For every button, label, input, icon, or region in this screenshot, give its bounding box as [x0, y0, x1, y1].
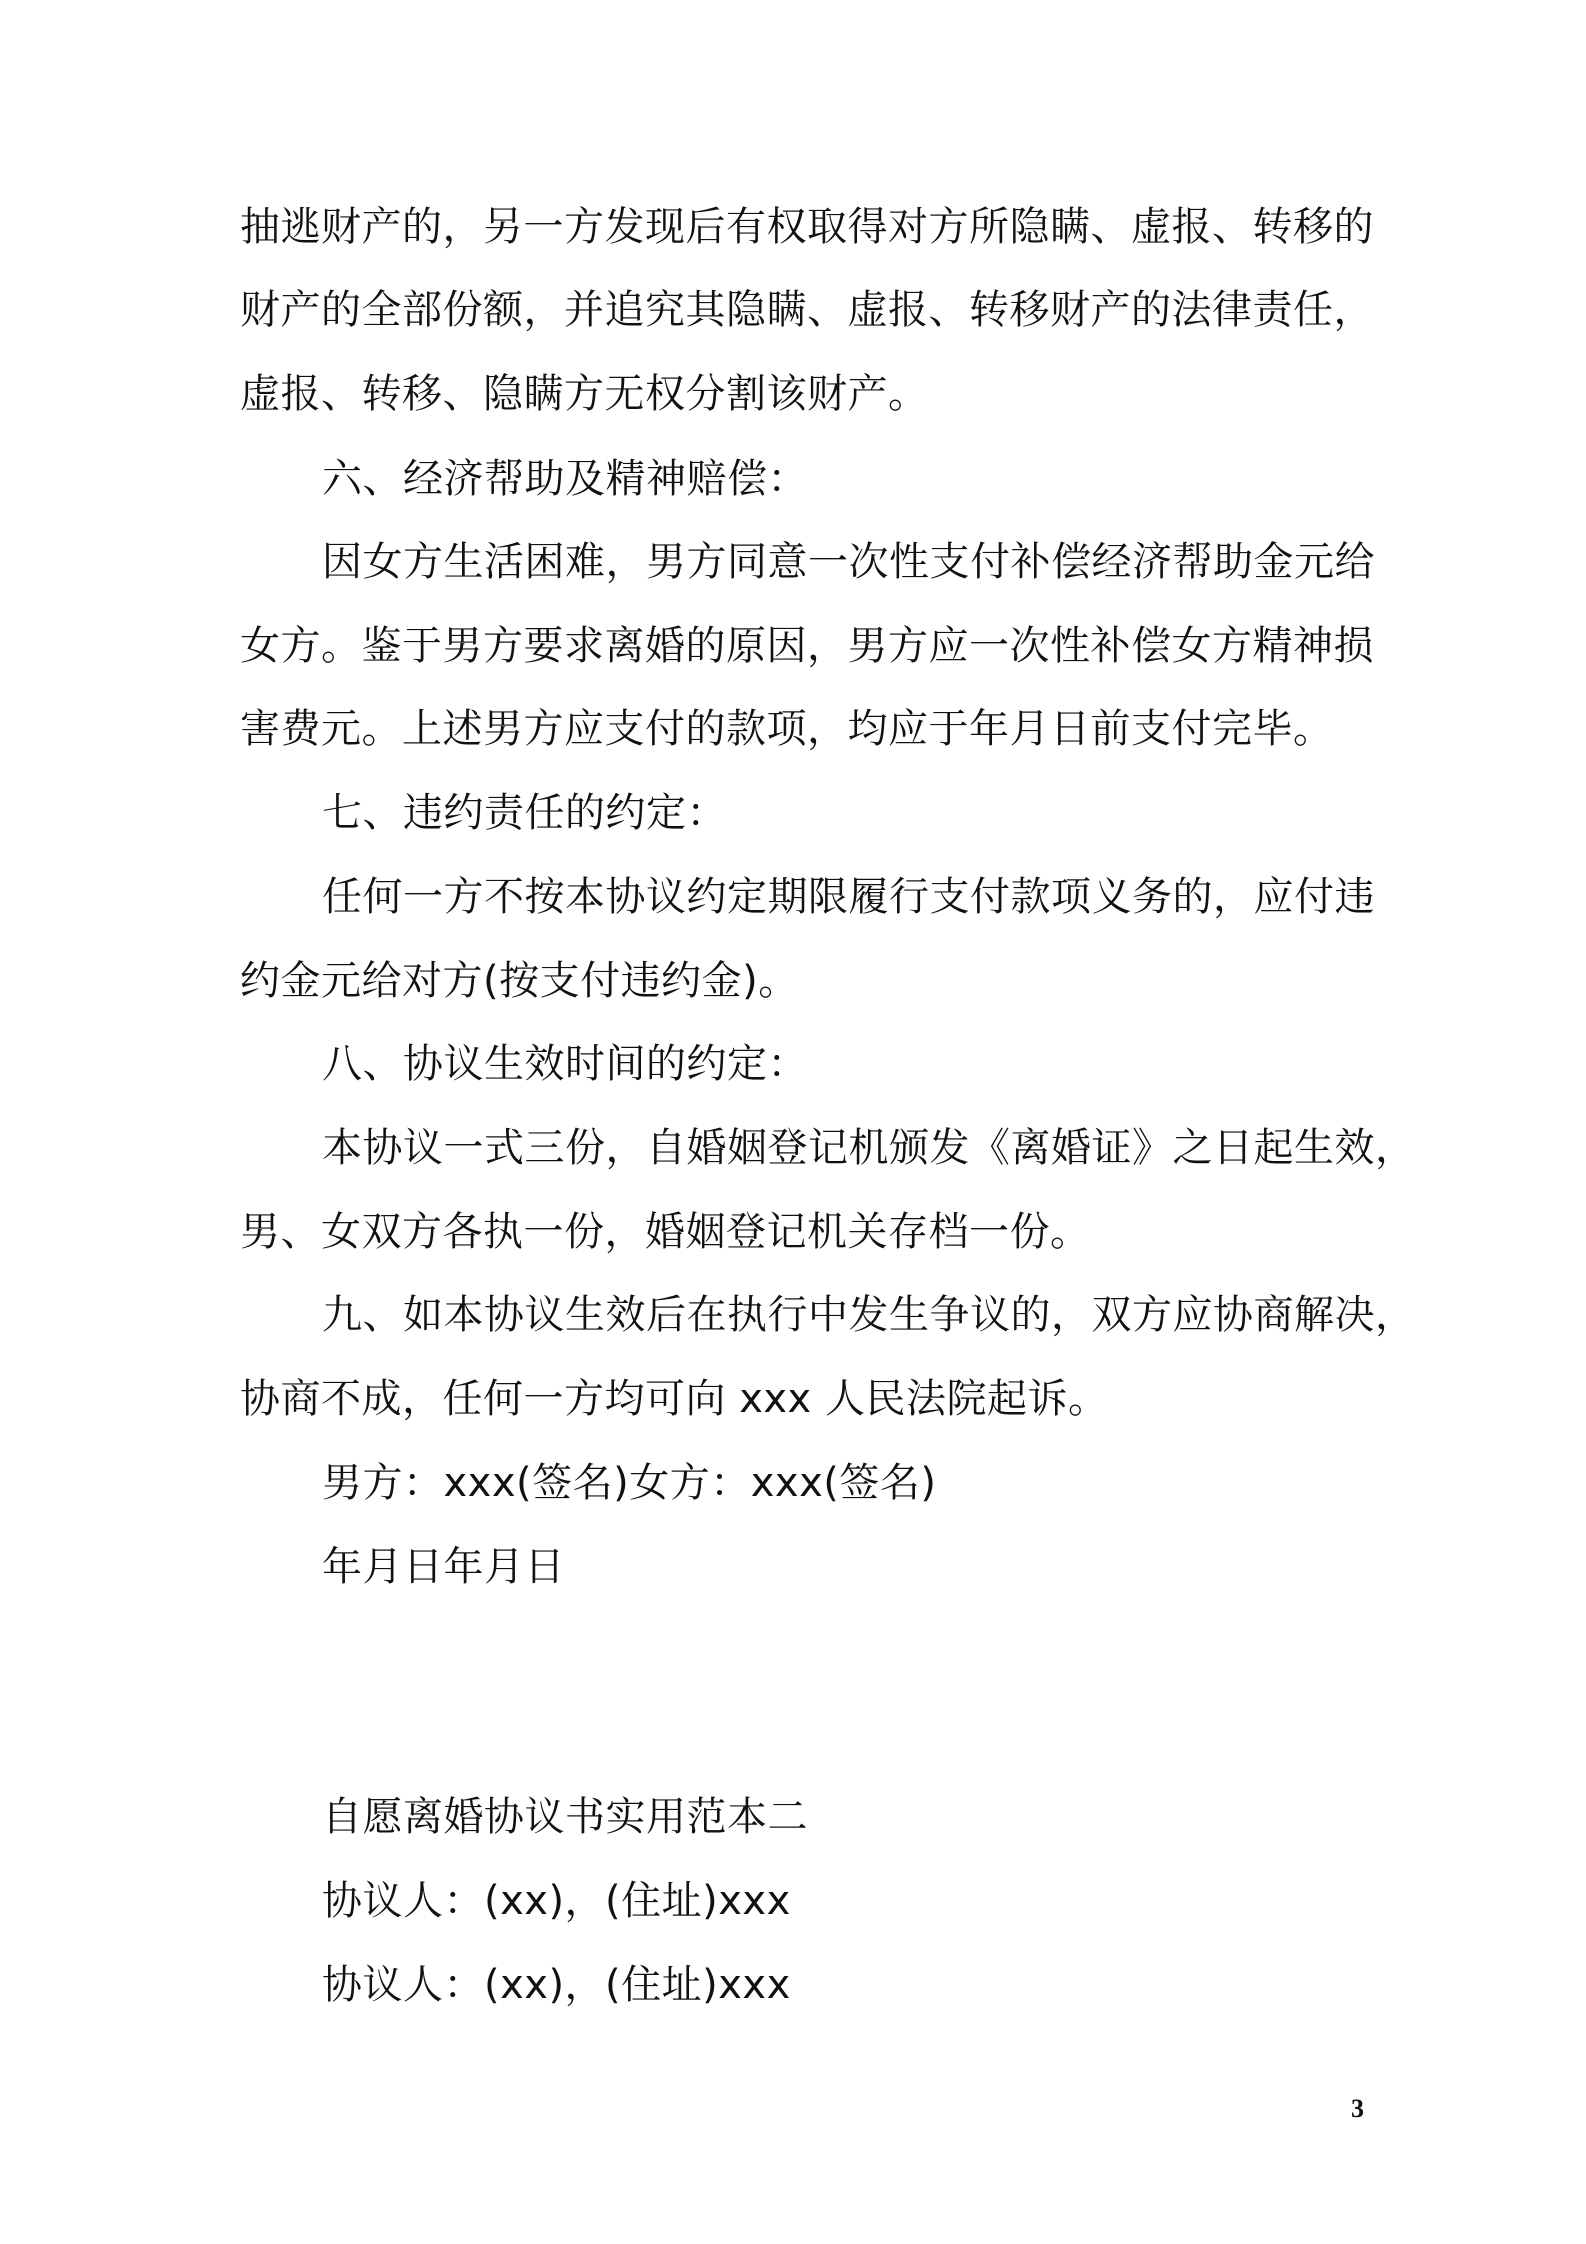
body-line: 害费元。上述男方应支付的款项，均应于年月日前支付完毕。 [240, 706, 1334, 752]
section-heading-7: 七、违约责任的约定： [322, 790, 727, 836]
body-line: 财产的全部份额，并追究其隐瞒、虚报、转移财产的法律责任， [240, 287, 1374, 333]
body-line: 九、如本协议生效后在执行中发生争议的，双方应协商解决， [322, 1292, 1416, 1338]
body-line: 抽逃财产的，另一方发现后有权取得对方所隐瞒、虚报、转移的 [240, 204, 1374, 250]
body-line: 任何一方不按本协议约定期限履行支付款项义务的，应付违 [322, 874, 1375, 920]
section-heading-6: 六、经济帮助及精神赔偿： [322, 456, 808, 502]
page-number: 3 [1351, 2094, 1364, 2123]
date-line: 年月日年月日 [322, 1544, 565, 1590]
party-line: 协议人：(xx)，(住址)xxx [322, 1962, 791, 2008]
section-title: 自愿离婚协议书实用范本二 [322, 1794, 808, 1840]
body-line: 因女方生活困难，男方同意一次性支付补偿经济帮助金元给 [322, 539, 1375, 585]
body-line: 本协议一式三份，自婚姻登记机颁发《离婚证》之日起生效， [322, 1125, 1416, 1171]
section-heading-8: 八、协议生效时间的约定： [322, 1041, 808, 1087]
party-line: 协议人：(xx)，(住址)xxx [322, 1878, 791, 1924]
body-line: 约金元给对方(按支付违约金)。 [240, 958, 799, 1004]
body-line: 虚报、转移、隐瞒方无权分割该财产。 [240, 371, 929, 417]
body-line: 男、女双方各执一份，婚姻登记机关存档一份。 [240, 1209, 1091, 1255]
body-line: 女方。鉴于男方要求离婚的原因，男方应一次性补偿女方精神损 [240, 623, 1374, 669]
body-line: 协商不成，任何一方均可向 xxx 人民法院起诉。 [240, 1376, 1109, 1422]
signature-line: 男方：xxx(签名)女方：xxx(签名) [322, 1460, 937, 1506]
